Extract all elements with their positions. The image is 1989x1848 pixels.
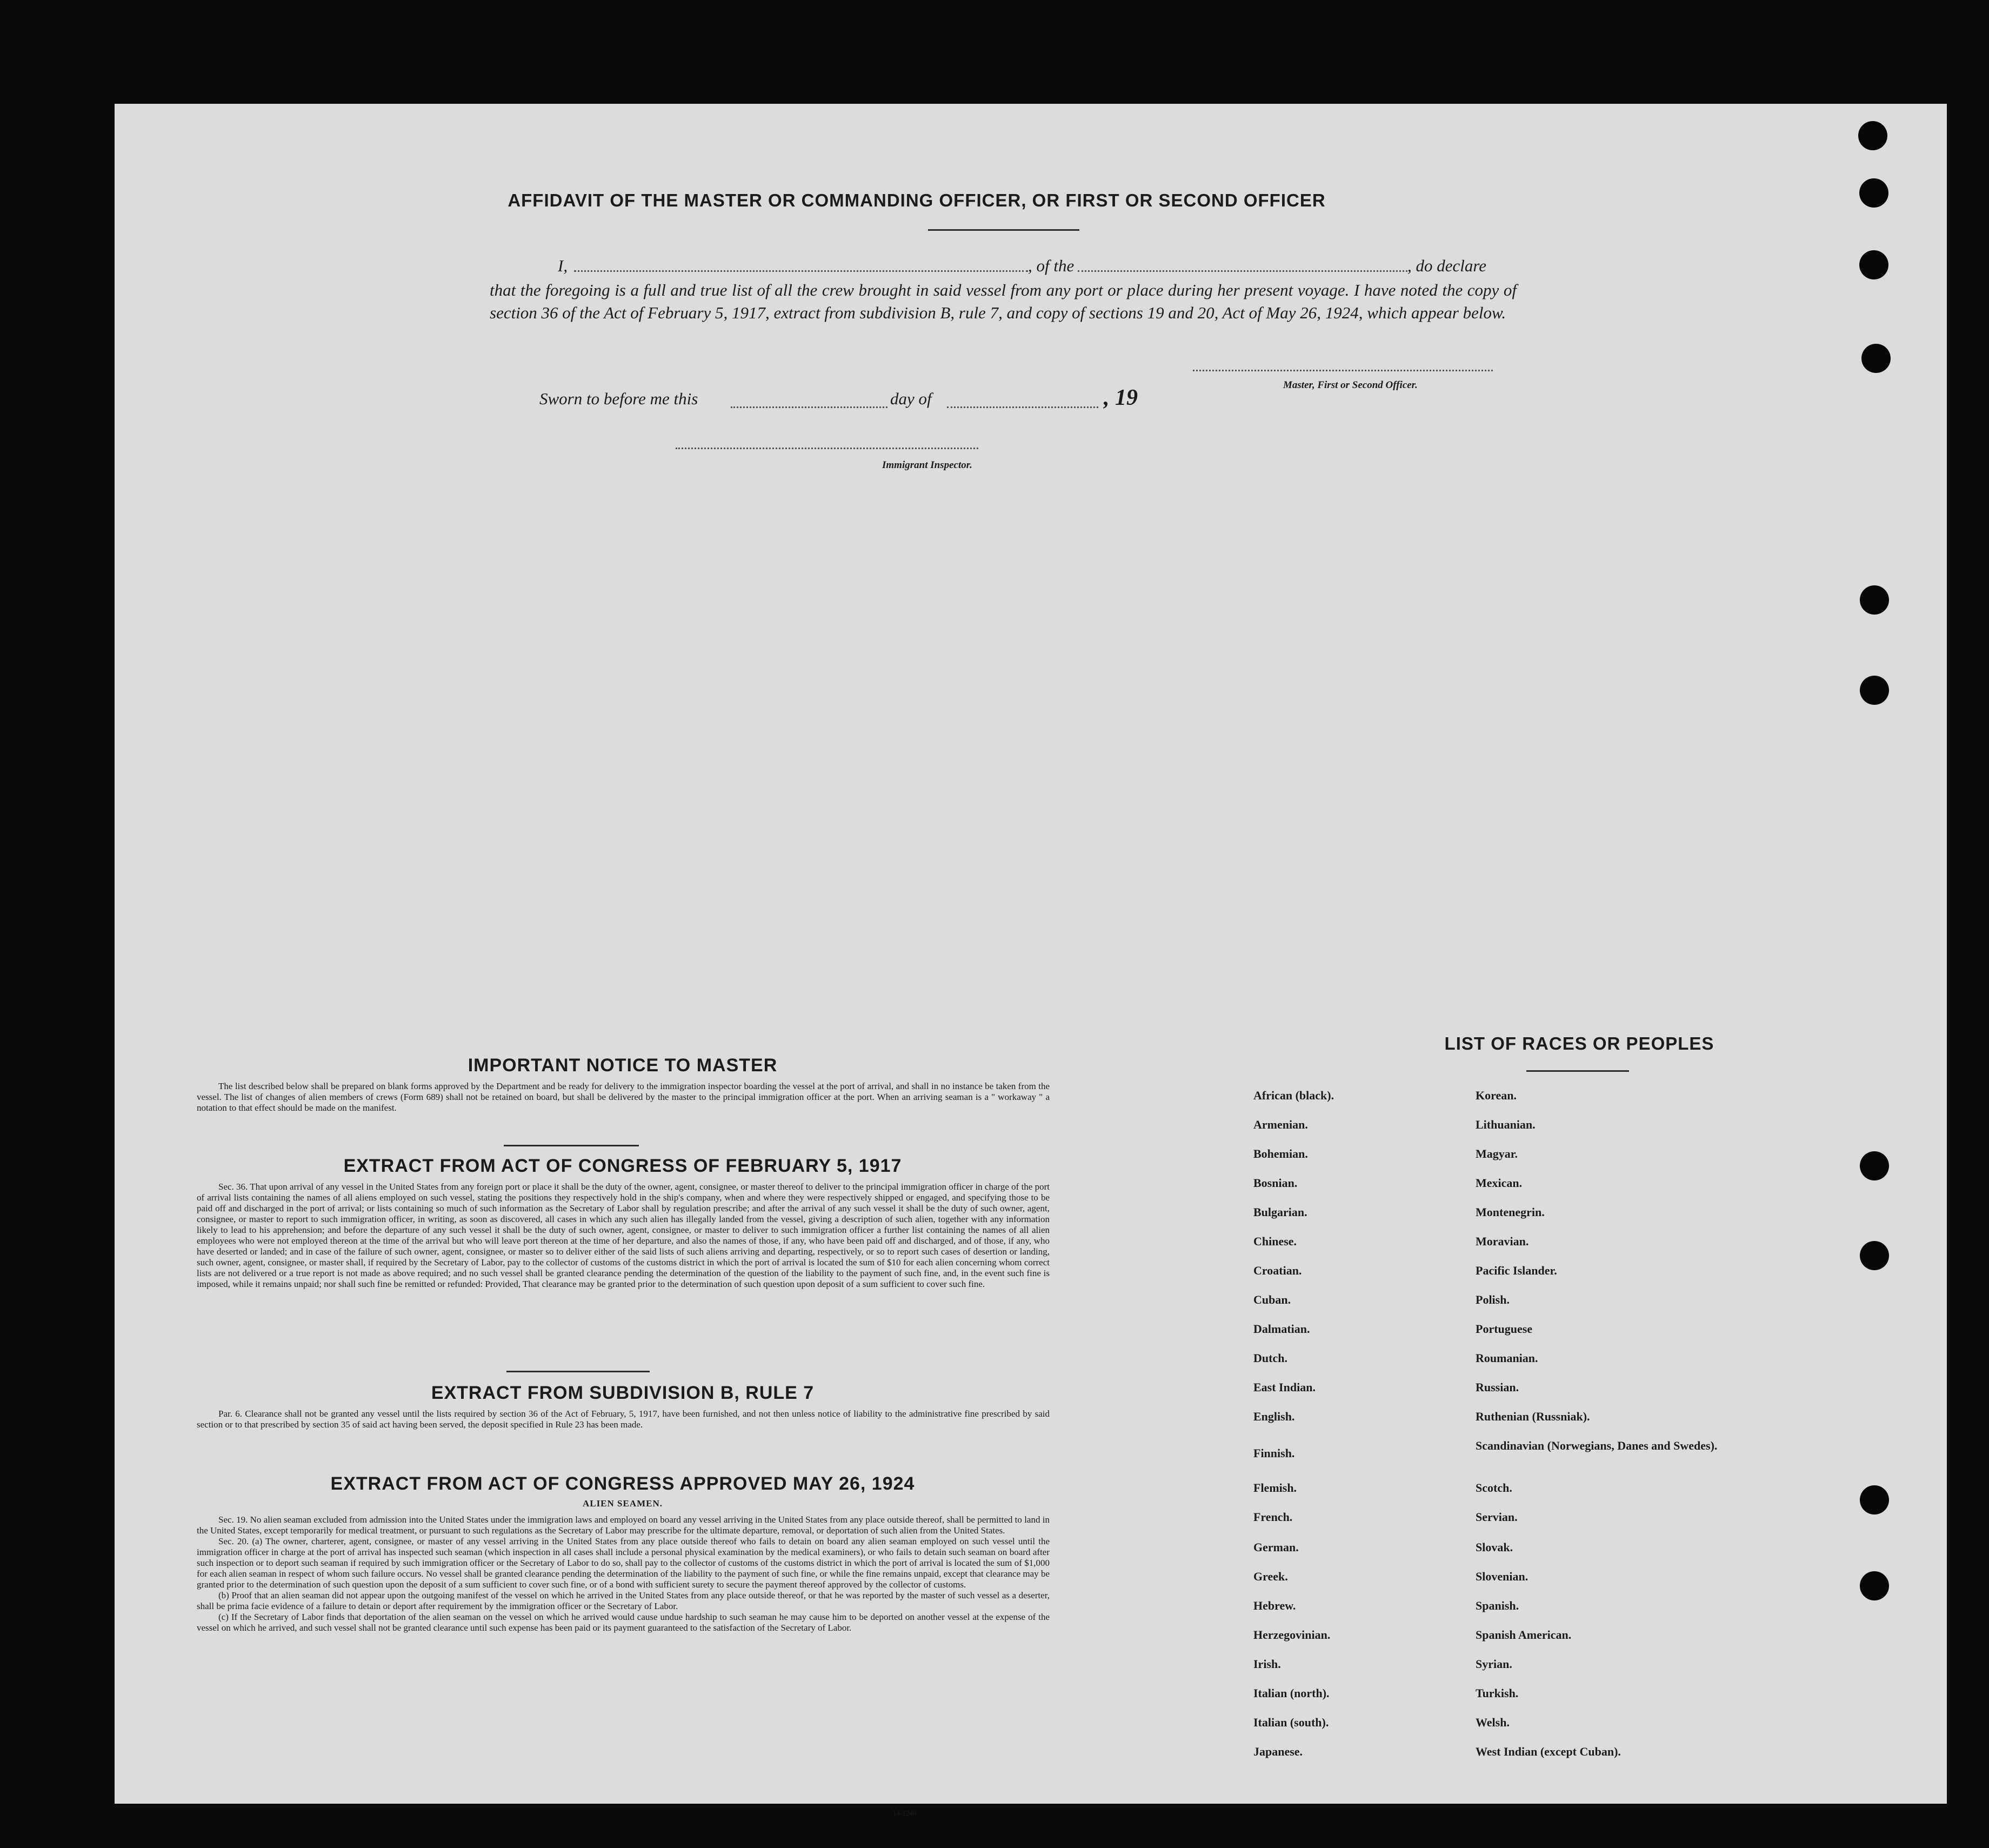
extract-1917-title: EXTRACT FROM ACT OF CONGRESS OF FEBRUARY 5, 1917 (343, 1156, 902, 1176)
sec-19: Sec. 19. No alien seaman excluded from admission into the United States under the immigration laws and employed on board any vessel arriving in the United States from any place outside thereof, shall be permitted to land in the United States, except temporarily for medical treatment, or pursuant to such regulations as the Secretary of Labor may prescribe for the ultimate departure, removal, or deportation of such alien from the United States. (197, 1515, 1050, 1536)
punch-hole (1860, 1485, 1889, 1515)
race-item: Spanish. (1476, 1599, 1519, 1612)
race-item: Dutch. (1253, 1351, 1287, 1365)
race-item: Pacific Islander. (1476, 1264, 1557, 1277)
race-item: Flemish. (1253, 1481, 1297, 1495)
punch-hole (1859, 178, 1888, 208)
year-text: , 19 (1104, 385, 1138, 410)
race-item: Korean. (1476, 1089, 1517, 1102)
affidavit-of-the: , of the (1028, 256, 1074, 275)
race-item: East Indian. (1253, 1380, 1316, 1394)
race-item: Polish. (1476, 1293, 1510, 1306)
race-item: Cuban. (1253, 1293, 1291, 1306)
race-item: Italian (south). (1253, 1716, 1329, 1729)
race-item: Armenian. (1253, 1118, 1308, 1131)
race-item: Italian (north). (1253, 1686, 1330, 1700)
races-title: LIST OF RACES OR PEOPLES (1444, 1033, 1714, 1053)
notice-title: IMPORTANT NOTICE TO MASTER (468, 1055, 778, 1076)
sec-20b: (b) Proof that an alien seaman did not appear upon the outgoing manifest of the vessel on which he arrived in the United States from any place outside thereof, or that he was reported by the master of such vessel as a deserter, shall be prima facie evidence of a failure to detain or deport after requirement by the immigration officer or the Secretary of Labor. (197, 1590, 1050, 1611)
race-item: French. (1253, 1510, 1293, 1524)
extract-1917-text: Sec. 36. That upon arrival of any vessel in the United States from any foreign port or place it shall be the duty of the owner, agent, consignee, or master thereof to deliver to the principal immigration officer in charge of the port of arrival lists containing the names of all aliens employed on such vessel, stating the positions they respectively hold in the ship's company, when and where they were respectively shipped or engaged, and specifying those to be paid off and discharged in the port of arrival; or lists containing so much of such information as the Secretary of Labor shall by regulation prescribe; and after the arrival of any such vessel it shall be the duty of such owner, agent, consignee, or master to report to such immigration officer, in writing, as soon as discovered, all cases in which any such alien has illegally landed from the vessel, giving a description of such alien, together with any information likely to lead to his apprehension; and before the departure of any such vessel it shall be the duty of such owner, agent, consignee, or master to deliver to such immigration officer a further list containing the names of all alien employees who were not employed thereon at the time of the arrival but who will leave port thereon at the time of her departure, and also the names of those, if any, who have been paid off and discharged, and of those, if any, who have deserted or landed; and in case of the failure of such owner, agent, consignee, or master so to deliver either of the said lists of such aliens arriving and departing, respectively, or so to report such cases of desertion or landing, such owner, agent, consignee, or master shall, if required by the Secretary of Labor, pay to the collector of customs of the customs district in which the port of arrival is located the sum of $10 for each alien concerning whom correct lists are not delivered or a true report is not made as above required; and no such vessel shall be granted clearance pending the determination of the question of the liability to the payment of such fine, and, in the event such fine is imposed, while it remains unpaid; nor shall such fine be remitted or refunded: Provided, That clearance may be granted prior to the determination of such question upon deposit of a sum sufficient to cover such fine. (197, 1182, 1050, 1289)
race-item: Scotch. (1476, 1481, 1512, 1495)
extract-1924-text (197, 1515, 1050, 1633)
divider (506, 1371, 650, 1372)
race-item: West Indian (except Cuban). (1476, 1745, 1621, 1758)
form-number: 14-1240 (893, 1809, 917, 1817)
race-item: Chinese. (1253, 1235, 1297, 1248)
race-item: Servian. (1476, 1510, 1518, 1524)
master-caption: Master, First or Second Officer. (1283, 379, 1418, 391)
race-item: Croatian. (1253, 1264, 1302, 1277)
race-item: Hebrew. (1253, 1599, 1296, 1612)
race-item: Ruthenian (Russniak). (1476, 1410, 1590, 1423)
extract-1924-title: EXTRACT FROM ACT OF CONGRESS APPROVED MAY 26, 1924 (330, 1473, 915, 1494)
race-item: Welsh. (1476, 1716, 1510, 1729)
vessel-blank[interactable] (1078, 270, 1407, 272)
race-item: Slovak. (1476, 1540, 1513, 1554)
race-item: Montenegrin. (1476, 1205, 1545, 1219)
race-item: Magyar. (1476, 1147, 1518, 1160)
punch-hole (1860, 1241, 1889, 1270)
race-item: Mexican. (1476, 1176, 1523, 1190)
notice-text: The list described below shall be prepared on blank forms approved by the Department and be ready for delivery to the immigration inspector boarding the vessel at the port of arrival, and shall in no instance be taken from the vessel. The list of changes of alien members of crews (Form 689) shall not be retained on board, but shall be delivered by the master to the principal immigration officer at the port. When an arriving seaman is a " workaway " a notation to that effect should be made on the manifest. (197, 1081, 1050, 1113)
race-item: Finnish. (1253, 1446, 1295, 1460)
punch-hole (1858, 121, 1887, 150)
sec-20a: Sec. 20. (a) The owner, charterer, agent, consignee, or master of any vessel arriving in the United States from any place outside thereof who fails to detain on board any alien seaman employed on such vessel until the immigration officer in charge at the port of arrival has inspected such seaman (which inspection in all cases shall include a personal physical examination by the medical examiners), or who fails to detain such seaman on board after such inspection or to deport such seaman if required by such immigration officer or the Secretary of Labor to do so, shall pay to the collector of customs of the customs district in which the port of arrival is located the sum of $1,000 for each alien seaman in respect of whom such failure occurs. No vessel shall be granted clearance pending the determination of the liability to the payment of such fine, or while the fine remains unpaid, except that clearance may be granted prior to the determination of such question upon the deposit of a sum sufficient to cover such fine, or of a bond with sufficient surety to secure the payment thereof approved by the collector of customs. (197, 1536, 1050, 1590)
punch-hole (1859, 250, 1888, 279)
race-item: Herzegovinian. (1253, 1628, 1331, 1642)
form-page (115, 104, 1947, 1817)
sworn-text: Sworn to before me this (539, 389, 698, 408)
inspector-signature-line[interactable] (676, 448, 978, 449)
race-item: Scandinavian (Norwegians, Danes and Swedes). (1476, 1439, 1718, 1452)
race-item: English. (1253, 1410, 1295, 1423)
race-item: Portuguese (1476, 1322, 1533, 1336)
affidavit-title: AFFIDAVIT OF THE MASTER OR COMMANDING OFFICER, OR FIRST OR SECOND OFFICER (508, 190, 1326, 210)
punch-hole (1861, 344, 1891, 373)
sworn-day-blank[interactable] (731, 406, 887, 408)
sec-20c: (c) If the Secretary of Labor finds that deportation of the alien seaman on the vessel on which he arrived would cause undue hardship to such seaman he may cause him to be deported on another vessel at the expense of the vessel on which he arrived, and such vessel shall not be granted clearance until such expense has been paid or its payment guaranteed to the satisfaction of the Secretary of Labor. (197, 1612, 1050, 1633)
title-underline (928, 229, 1079, 231)
race-item: Spanish American. (1476, 1628, 1572, 1642)
rule7-title: EXTRACT FROM SUBDIVISION B, RULE 7 (431, 1383, 815, 1403)
race-item: Bosnian. (1253, 1176, 1298, 1190)
race-item: Russian. (1476, 1380, 1519, 1394)
punch-hole (1860, 585, 1889, 615)
master-signature-line[interactable] (1193, 370, 1493, 371)
race-item: Moravian. (1476, 1235, 1529, 1248)
affidavit-body: that the foregoing is a full and true list of all the crew brought in said vessel from any port or place during her present voyage. I have noted the copy of section 36 of the Act of February 5, 1917, extract from subdivision B, rule 7, and copy of sections 19 and 20, Act of May 26, 1924, which appear below. (490, 281, 1517, 322)
race-item: Greek. (1253, 1570, 1288, 1583)
day-of-text: day of (890, 389, 932, 408)
name-blank[interactable] (574, 270, 1028, 272)
punch-hole (1860, 1571, 1889, 1600)
race-item: Bohemian. (1253, 1147, 1308, 1160)
inspector-caption: Immigrant Inspector. (882, 459, 972, 471)
race-item: Syrian. (1476, 1657, 1512, 1671)
affidavit-do-declare: , do declare (1407, 256, 1487, 275)
race-item: Japanese. (1253, 1745, 1303, 1758)
race-item: Turkish. (1476, 1686, 1519, 1700)
punch-hole (1860, 1151, 1889, 1180)
punch-hole (1860, 676, 1889, 705)
race-item: Lithuanian. (1476, 1118, 1536, 1131)
race-item: German. (1253, 1540, 1299, 1554)
affidavit-i-label: I, (558, 256, 568, 275)
race-item: Irish. (1253, 1657, 1281, 1671)
month-blank[interactable] (947, 406, 1098, 408)
divider (504, 1145, 639, 1146)
rule7-text: Par. 6. Clearance shall not be granted any vessel until the lists required by section 36 of the Act of February, 5, 1917, have been furnished, and not then unless notice of liability to the administrative fine prescribed by said section or to that prescribed by section 35 of said act having been served, the deposit specified in Rule 23 has been made. (197, 1409, 1050, 1430)
race-item: Roumanian. (1476, 1351, 1538, 1365)
race-item: African (black). (1253, 1089, 1334, 1102)
race-item: Dalmatian. (1253, 1322, 1310, 1336)
race-item: Slovenian. (1476, 1570, 1529, 1583)
race-item: Bulgarian. (1253, 1205, 1307, 1219)
races-underline (1526, 1070, 1629, 1072)
extract-1924-subtitle: ALIEN SEAMEN. (582, 1498, 663, 1509)
